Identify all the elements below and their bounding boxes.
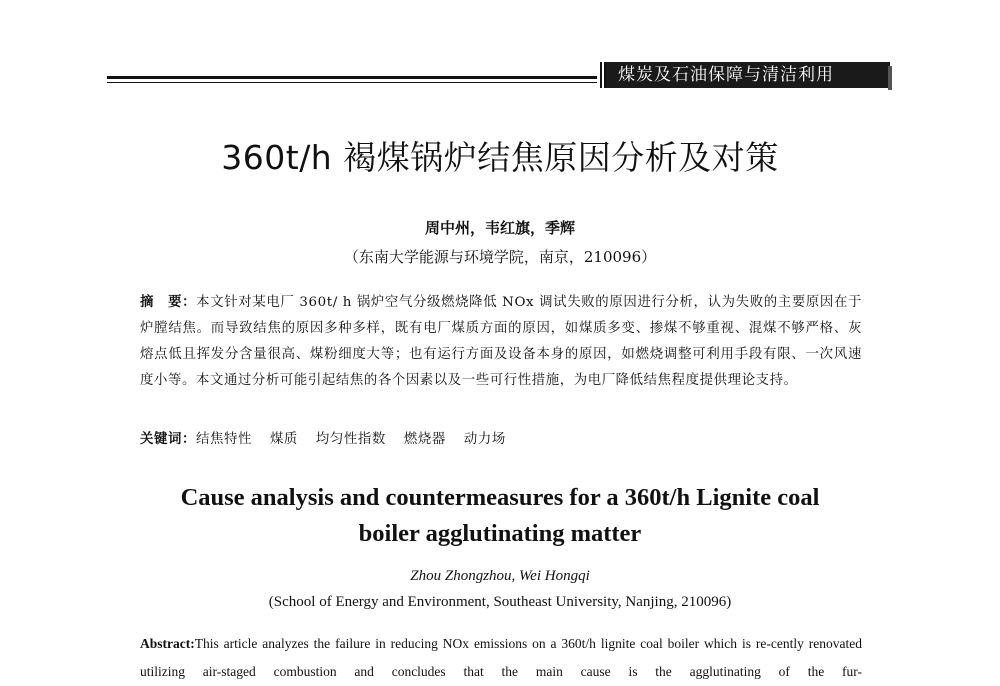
keywords-cn-label: 关键词： bbox=[140, 432, 196, 447]
keyword: 动力场 bbox=[463, 432, 506, 447]
authors-en: Zhou Zhongzhou, Wei Hongqi bbox=[410, 568, 590, 584]
affiliation-en: (School of Energy and Environment, Southeast University, Nanjing, 210096) bbox=[268, 594, 732, 610]
paper-title-en bbox=[0, 480, 1000, 552]
banner-marker bbox=[600, 62, 606, 88]
affiliation-cn: （东南大学能源与环境学院，南京，210096） bbox=[343, 248, 657, 266]
paper-title-en-line2: boiler agglutinating matter bbox=[358, 520, 642, 547]
abstract-cn bbox=[140, 290, 862, 394]
abstract-cn-text: 本文针对某电厂 360t/ h 锅炉空气分级燃烧降低 NOx 调试失败的原因进行分析，认为失败的主要原因在于炉膛结焦。而导致结焦的原因多种多样，既有电厂煤质方面的原因，如煤质多变、掺煤不够重视、混煤不够严格、灰熔点低且挥发分含量很高、煤粉细度大等；也有运行方面及设备本身的原因，如燃烧调整可利用手段有限、一次风速度小等。本文通过分析可能引起结焦的各个因素以及一些可行性措施，为电厂降低结焦程度提供理论支持。 bbox=[140, 295, 862, 388]
keyword: 煤质 bbox=[269, 432, 298, 447]
authors-cn: 周中州，韦红旗，季辉 bbox=[424, 219, 575, 237]
keyword: 燃烧器 bbox=[403, 432, 446, 447]
abstract-cn-label: 摘 要： bbox=[140, 295, 197, 310]
paper-title-cn: 360t/h 褐煤锅炉结焦原因分析及对策 bbox=[221, 138, 779, 177]
header-rule-thick bbox=[107, 76, 597, 79]
abstract-en bbox=[140, 630, 862, 686]
section-banner: 煤炭及石油保障与清洁利用 bbox=[600, 62, 890, 88]
abstract-en-text: This article analyzes the failure in reducing NOx emissions on a 360t/h lignite coal boiler which is re-cently renovated utilizing air-staged combustion and concludes that the main cause is the agglutinating of the fur- bbox=[140, 636, 862, 679]
keyword: 结焦特性 bbox=[195, 432, 252, 447]
paper-title-en-line1: Cause analysis and countermeasures for a 360t/h Lignite coal bbox=[180, 484, 820, 511]
keyword: 均匀性指数 bbox=[315, 432, 386, 447]
header-rule-thin bbox=[107, 82, 597, 83]
keywords-cn bbox=[140, 428, 862, 447]
abstract-en-label: Abstract: bbox=[140, 636, 195, 651]
banner-shadow bbox=[888, 66, 892, 90]
